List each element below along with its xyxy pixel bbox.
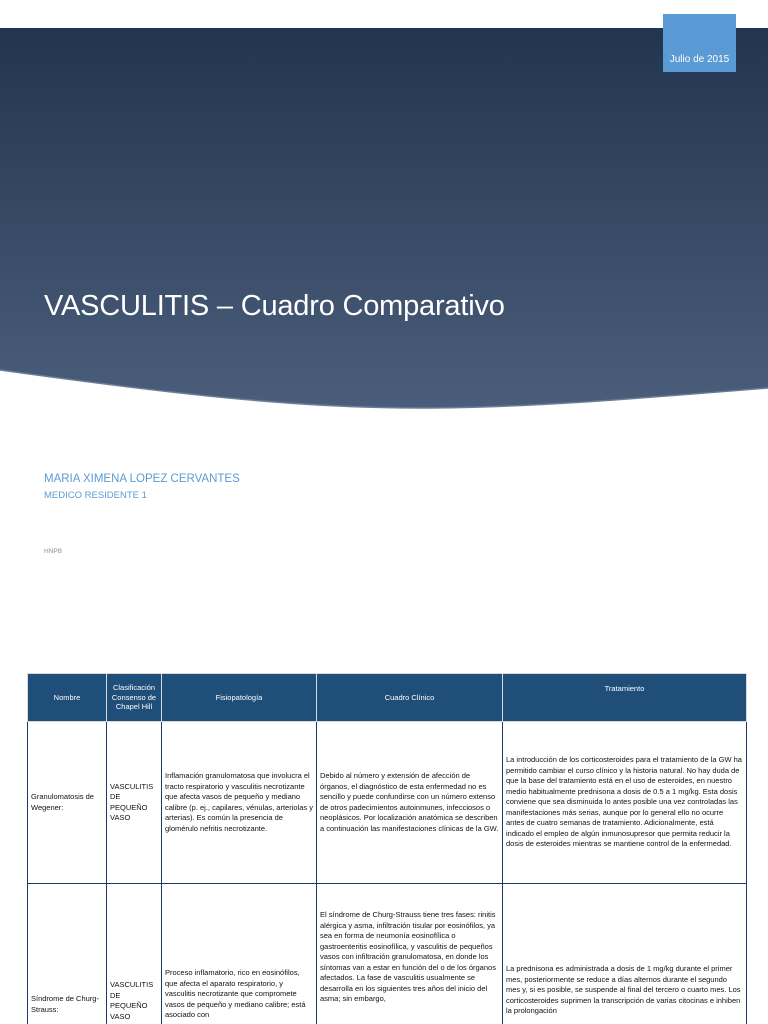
cell-fisiopatologia <box>162 884 317 1024</box>
cell-clasificacion-text: VASCULITIS DE PEQUEÑO VASO <box>110 980 154 1021</box>
cell-nombre <box>28 884 107 1024</box>
cover-background <box>0 0 768 420</box>
header-nombre: Nombre <box>28 674 107 722</box>
header-fisiopatologia: Fisiopatología <box>162 674 317 722</box>
author-role: MEDICO RESIDENTE 1 <box>44 490 147 501</box>
page-title: VASCULITIS – Cuadro Comparativo <box>44 290 505 322</box>
header-clasificacion: Clasificación Consenso de Chapel Hill <box>107 674 162 722</box>
table-row <box>28 722 747 884</box>
header-tratamiento: Tratamiento <box>503 674 747 722</box>
cell-clasificacion <box>107 884 162 1024</box>
date-badge <box>663 14 736 72</box>
cell-tratamiento-text: La prednisona es administrada a dosis de 1 mg/kg durante el primer mes, posteriormente se reduce a días alternos durante el segundo mes y, si es posible, se suspende al final del tercero o cuarto mes. Los corticosteroides suprimen la transcripción de varias citocinas e inhiben la prolongación <box>506 964 741 1015</box>
cell-cuadro-clinico-text: El síndrome de Churg-Strauss tiene tres fases: rinitis alérgica y asma, infiltración tisular por eosinófilos, ya sea en forma de neumonía eosinofílica o gastroenteritis eosinofílica, y vasculitis de pequeños vasos con infiltración granulomatosa, en donde los síntomas van a estar en función del o de los órganos afectados. La fase de vasculitis usualmente se desarrolla en los siguientes tres años del inicio del asma; sin embargo, <box>320 910 496 1003</box>
author-name: MARIA XIMENA LOPEZ CERVANTES <box>44 473 240 485</box>
cell-tratamiento: La introducción de los corticosteroides para el tratamiento de la GW ha permitido cambiar el curso clínico y la historia natural. No hay duda de que la base del tratamiento está en el uso de esteroides, en nuestro medio habitualmente prednisona a dosis de 0.5 a 1 mg/kg. Esta dosis conviene que sea disminuida lo antes posible una vez controladas las manifestaciones más serias, aunque por lo general ello no ocurre antes de cuatro semanas de tratamiento. Adicionalmente, está indicado el empleo de algún inmunosupresor que permita reducir la dosis de esteroides mientras se mantiene control de la enfermedad. <box>503 722 747 884</box>
cell-tratamiento <box>503 884 747 1024</box>
table-header-row <box>28 674 747 722</box>
table-row <box>28 884 747 1024</box>
header-cuadro-clinico: Cuadro Clínico <box>317 674 503 722</box>
date-text: Julio de 2015 <box>669 54 730 65</box>
institution-label: HNPB <box>44 548 63 555</box>
cell-clasificacion: VASCULITIS DE PEQUEÑO VASO <box>107 722 162 884</box>
cell-nombre: Granulomatosis de Wegener: <box>28 722 107 884</box>
cell-cuadro-clinico: Debido al número y extensión de afección de órganos, el diagnóstico de esta enfermedad no es sencillo y puede confundirse con un número extenso de otros padecimientos autoinmunes, infecciosos o neoplásicos. Por localización anatómica se describen a continuación las manifestaciones clínicas de la GW. <box>317 722 503 884</box>
cell-cuadro-clinico <box>317 884 503 1024</box>
cell-fisiopatologia-text: Proceso inflamatorio, rico en eosinófilos, que afecta el aparato respiratorio, y vasculitis necrotizante que compromete vasos de pequeño y mediano calibre; está asociado con <box>165 968 306 1019</box>
cell-fisiopatologia: Inflamación granulomatosa que involucra el tracto respiratorio y vasculitis necrotizante que afecta vasos de pequeño y mediano calibre (p. ej., capilares, vénulas, arteriolas y arterias). Es común la presencia de glomérulo nefritis necrotizante. <box>162 722 317 884</box>
cell-nombre-text: Síndrome de Churg-Strauss: <box>31 994 99 1014</box>
cover-wave <box>0 28 768 408</box>
comparison-table <box>27 673 747 1024</box>
cover-banner <box>0 0 768 420</box>
